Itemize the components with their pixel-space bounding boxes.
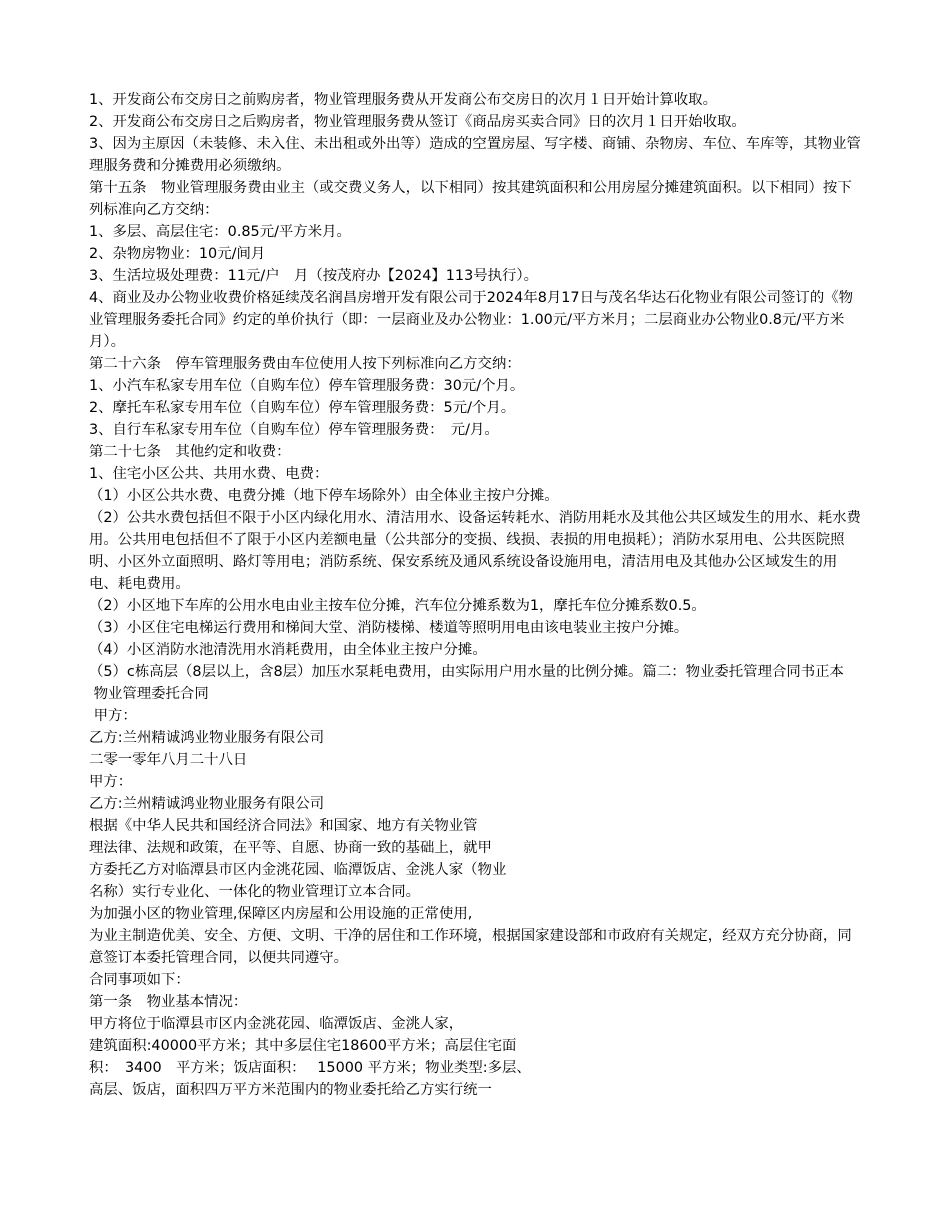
contract-date: 二零一零年八月二十八日 (89, 752, 248, 768)
paragraph-line: （5）c栋高层（8层以上，含8层）加压水泵耗电费用，由实际用户用水量的比例分摊。篇二：物业委托管理合同书正本 (89, 664, 844, 680)
paragraph-line: 建筑面积:40000平方米；其中多层住宅18600平方米；高层住宅面 (89, 1038, 517, 1054)
document-page (89, 89, 864, 1101)
paragraph-line: 积： 3400 平方米；饭店面积： 15000 平方米；物业类型:多层、 (89, 1060, 531, 1076)
paragraph-line: 2、摩托车私家专用车位（自购车位）停车管理服务费：5元/个月。 (89, 400, 516, 416)
paragraph-line: 1、小汽车私家专用车位（自购车位）停车管理服务费：30元/个月。 (89, 378, 525, 394)
paragraph-line: 3、自行车私家专用车位（自购车位）停车管理服务费： 元/月。 (89, 422, 499, 438)
section-heading: 第十五条 物业管理服务费由业主（或交费义务人，以下相同）按其建筑面积和公用房屋分摊建筑面积。以下相同）按下列标准向乙方交纳： (89, 180, 852, 218)
paragraph-line: 1、多层、高层住宅：0.85元/平方米月。 (89, 224, 351, 240)
paragraph-line: （2）小区地下车库的公用水电由业主按车位分摊，汽车位分摊系数为1，摩托车位分摊系数0.5。 (89, 598, 706, 614)
section-heading: 第二十六条 停车管理服务费由车位使用人按下列标准向乙方交纳： (89, 356, 521, 372)
party-b-line: 乙方:兰州精诚鸿业物业服务有限公司 (89, 796, 325, 812)
paragraph-line: （4）小区消防水池清洗用水消耗费用，由全体业主按户分摊。 (89, 642, 487, 658)
contract-title: 物业管理委托合同 (89, 686, 209, 702)
paragraph-line: （2）公共水费包括但不限于小区内绿化用水、清洁用水、设备运转耗水、消防用耗水及其他公共区域发生的用水、耗水费用。公共用电包括但不了限于小区内差额电量（公共部分的变损、线损、表损的用电损耗）；消防水泵用电、公共医院照明、小区外立面照明、路灯等用电；消防系统、保安系统及通风系统设备设施用电，清洁用电及其他办公区域发生的用电、耗电费用。 (89, 510, 861, 592)
party-b-line: 乙方:兰州精诚鸿业物业服务有限公司 (89, 730, 325, 746)
paragraph-line: 名称）实行专业化、一体化的物业管理订立本合同。 (89, 884, 420, 900)
paragraph-line: 3、因为主原因（未装修、未入住、未出租或外出等）造成的空置房屋、写字楼、商铺、杂物房、车位、车库等，其物业管理服务费和分摊费用必须缴纳。 (89, 136, 861, 174)
paragraph-line: 高层、饭店，面积四万平方米范围内的物业委托给乙方实行统一 (89, 1082, 492, 1098)
paragraph-line: 为加强小区的物业管理,保障区内房屋和公用设施的正常使用, (89, 906, 473, 922)
paragraph-line: 2、杂物房物业：10元/间月 (89, 246, 266, 262)
paragraph-line: 理法律、法规和政策，在平等、自愿、协商一致的基础上，就甲 (89, 840, 492, 856)
paragraph-line: 甲方将位于临潭县市区内金洮花园、临潭饭店、金洮人家， (89, 1016, 464, 1032)
paragraph-line: 2、开发商公布交房日之后购房者，物业管理服务费从签订《商品房买卖合同》日的次月１日开始收取。 (89, 114, 746, 130)
paragraph-line: 合同事项如下： (89, 972, 190, 988)
paragraph-line: 1、开发商公布交房日之前购房者，物业管理服务费从开发商公布交房日的次月１日开始计算收取。 (89, 92, 717, 108)
paragraph-line: （3）小区住宅电梯运行费用和梯间大堂、消防楼梯、楼道等照明用电由该电装业主按户分摊。 (89, 620, 689, 636)
party-a-label: 甲方： (89, 708, 137, 724)
paragraph-line: （1）小区公共水费、电费分摊（地下停车场除外）由全体业主按户分摊。 (89, 488, 559, 504)
section-heading: 第二十七条 其他约定和收费： (89, 444, 291, 460)
paragraph-line: 4、商业及办公物业收费价格延续茂名润昌房增开发有限公司于2024年8月17日与茂名华达石化物业有限公司签订的《物业管理服务委托合同》约定的单价执行（即：一层商业及办公物业：1.00元/平方米月；二层商业办公物业0.8元/平方米月）。 (89, 290, 853, 350)
paragraph-line: 根据《中华人民共和国经济合同法》和国家、地方有关物业管 (89, 818, 478, 834)
paragraph-line: 为业主制造优美、安全、方便、文明、干净的居住和工作环境，根据国家建设部和市政府有关规定，经双方充分协商，同意签订本委托管理合同，以便共同遵守。 (89, 928, 852, 966)
paragraph-line: 方委托乙方对临潭县市区内金洮花园、临潭饭店、金洮人家（物业 (89, 862, 507, 878)
paragraph-line: 3、生活垃圾处理费：11元/户 月（按茂府办【2024】113号执行）。 (89, 268, 538, 284)
paragraph-line: 1、住宅小区公共、共用水费、电费： (89, 466, 329, 482)
section-heading: 第一条 物业基本情况： (89, 994, 248, 1010)
party-a-label: 甲方： (89, 774, 133, 790)
